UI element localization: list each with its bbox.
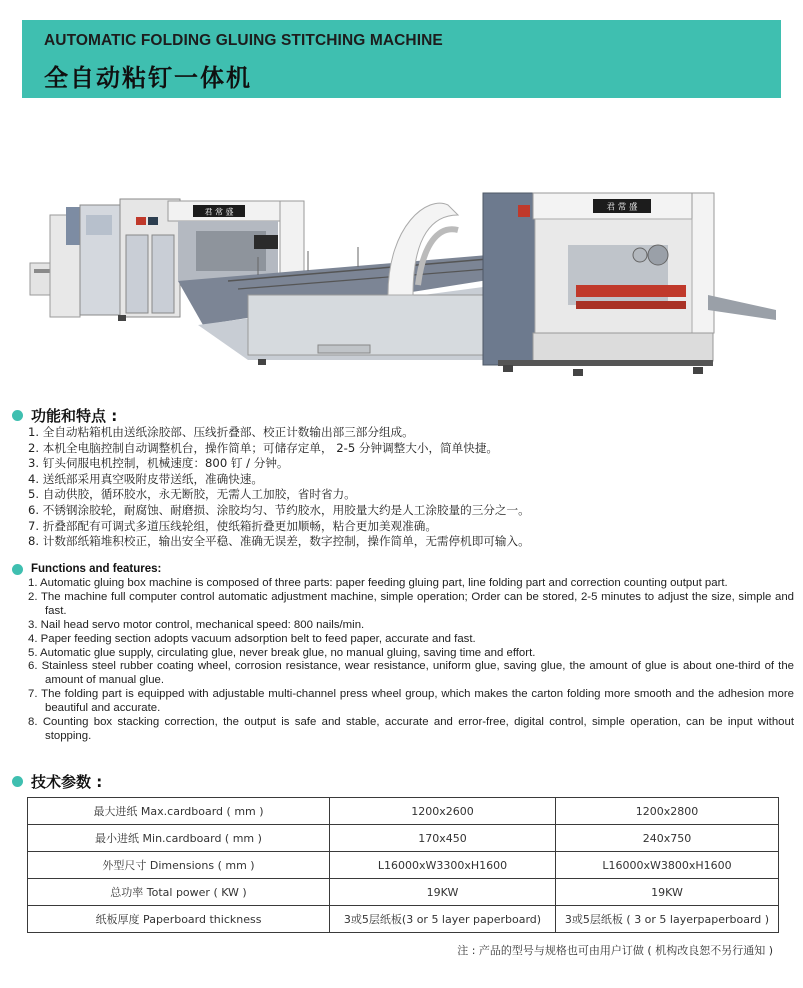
spec-value: 240x750 xyxy=(556,825,779,852)
footnote: 注 : 产品的型号与规格也可由用户订做 ( 机构改良恕不另行通知 ) xyxy=(457,944,773,957)
list-item: 5. 自动供胶，循环胶水，永无断胶，无需人工加胶，省时省力。 xyxy=(28,487,356,502)
table-row xyxy=(28,852,779,879)
spec-label: 总功率 Total power ( KW ) xyxy=(28,879,330,906)
list-item: 1. Automatic gluing box machine is composed of three parts: paper feeding gluing part, line folding part and correction counting output part. xyxy=(28,577,728,589)
title-cn: 全自动粘钉一体机 xyxy=(44,64,252,92)
list-item: 5. Automatic glue supply, circulating glue, never break glue, no manual gluing, saving time and effort. xyxy=(28,646,536,659)
list-item: 3. Nail head servo motor control, mechanical speed: 800 nails/min. xyxy=(28,618,365,631)
machine-photo xyxy=(28,185,778,390)
list-item: 1. 全自动粘箱机由送纸涂胶部、压线折叠部、校正计数输出部三部分组成。 xyxy=(28,425,414,439)
list-item: 7. The folding part is equipped with adjustable multi-channel press wheel group, which makes the carton folding more smooth and the adhesion more beautiful and accurate. xyxy=(28,688,794,715)
spec-label: 纸板厚度 Paperboard thickness xyxy=(28,906,330,933)
table-row xyxy=(28,825,779,852)
table-row xyxy=(28,879,779,906)
spec-value: 19KW xyxy=(556,879,779,906)
spec-value: 3或5层纸板(3 or 5 layer paperboard) xyxy=(330,906,556,933)
list-item: 2. 本机全电脑控制自动调整机台，操作简单；可储存定单， 2-5 分钟调整大小，简单快捷。 xyxy=(28,440,499,455)
list-item: 8. Counting box stacking correction, the output is safe and stable, accurate and error-free, digital control, simple operation, can be input without stopping. xyxy=(28,716,794,742)
title-en: AUTOMATIC FOLDING GLUING STITCHING MACHINE xyxy=(44,32,443,49)
spec-value: 19KW xyxy=(330,879,556,906)
features-en-list xyxy=(28,577,794,744)
spec-value: 1200x2800 xyxy=(556,798,779,825)
spec-label: 最小进纸 Min.cardboard ( mm ) xyxy=(28,825,330,852)
brand-plate-left: 君 常 盛 xyxy=(204,207,234,217)
table-row xyxy=(28,798,779,825)
spec-label: 最大进纸 Max.cardboard ( mm ) xyxy=(28,798,330,825)
specs-table xyxy=(27,797,779,933)
list-item: 7. 折叠部配有可调式多道压线轮组，使纸箱折叠更加顺畅，粘合更加美观准确。 xyxy=(28,518,437,533)
spec-value: 170x450 xyxy=(330,825,556,852)
list-item: 8. 计数部纸箱堆积校正，输出安全平稳、准确无误差，数字控制，操作简单，无需停机即可输入。 xyxy=(28,534,530,549)
spec-value: L16000xW3300xH1600 xyxy=(330,852,556,879)
features-en-heading: Functions and features: xyxy=(12,563,161,575)
spec-value: 3或5层纸板 ( 3 or 5 layerpaperboard ) xyxy=(556,906,779,933)
header-banner xyxy=(22,20,781,98)
bullet-dot-icon xyxy=(12,564,23,575)
brand-plate-right: 君 常 盛 xyxy=(606,202,638,213)
features-cn-heading: 功能和特点 : xyxy=(12,405,117,426)
spec-value: L16000xW3800xH1600 xyxy=(556,852,779,879)
table-row xyxy=(28,906,779,933)
bullet-dot-icon xyxy=(12,410,23,421)
features-cn-list xyxy=(28,425,788,550)
list-item: 2. The machine full computer control automatic adjustment machine, simple operation; Order can be stored, 2-5 minutes to adjust the size, simple and fast. xyxy=(28,590,794,617)
spec-value: 1200x2600 xyxy=(330,798,556,825)
list-item: 3. 钉头伺服电机控制，机械速度：800 钉 / 分钟。 xyxy=(28,456,289,471)
bullet-dot-icon xyxy=(12,776,23,787)
specs-heading: 技术参数 : xyxy=(12,771,102,792)
spec-label: 外型尺寸 Dimensions ( mm ) xyxy=(28,852,330,879)
list-item: 4. Paper feeding section adopts vacuum adsorption belt to feed paper, accurate and fast. xyxy=(28,632,476,645)
list-item: 6. Stainless steel rubber coating wheel, corrosion resistance, wear resistance, uniform glue, saving glue, the amount of glue is about one-third of the amount of manual glue. xyxy=(28,660,794,687)
list-item: 6. 不锈钢涂胶轮，耐腐蚀、耐磨损、涂胶均匀、节约胶水，用胶量大约是人工涂胶量的三分之一。 xyxy=(28,502,530,517)
list-item: 4. 送纸部采用真空吸附皮带送纸，准确快速。 xyxy=(28,471,264,486)
